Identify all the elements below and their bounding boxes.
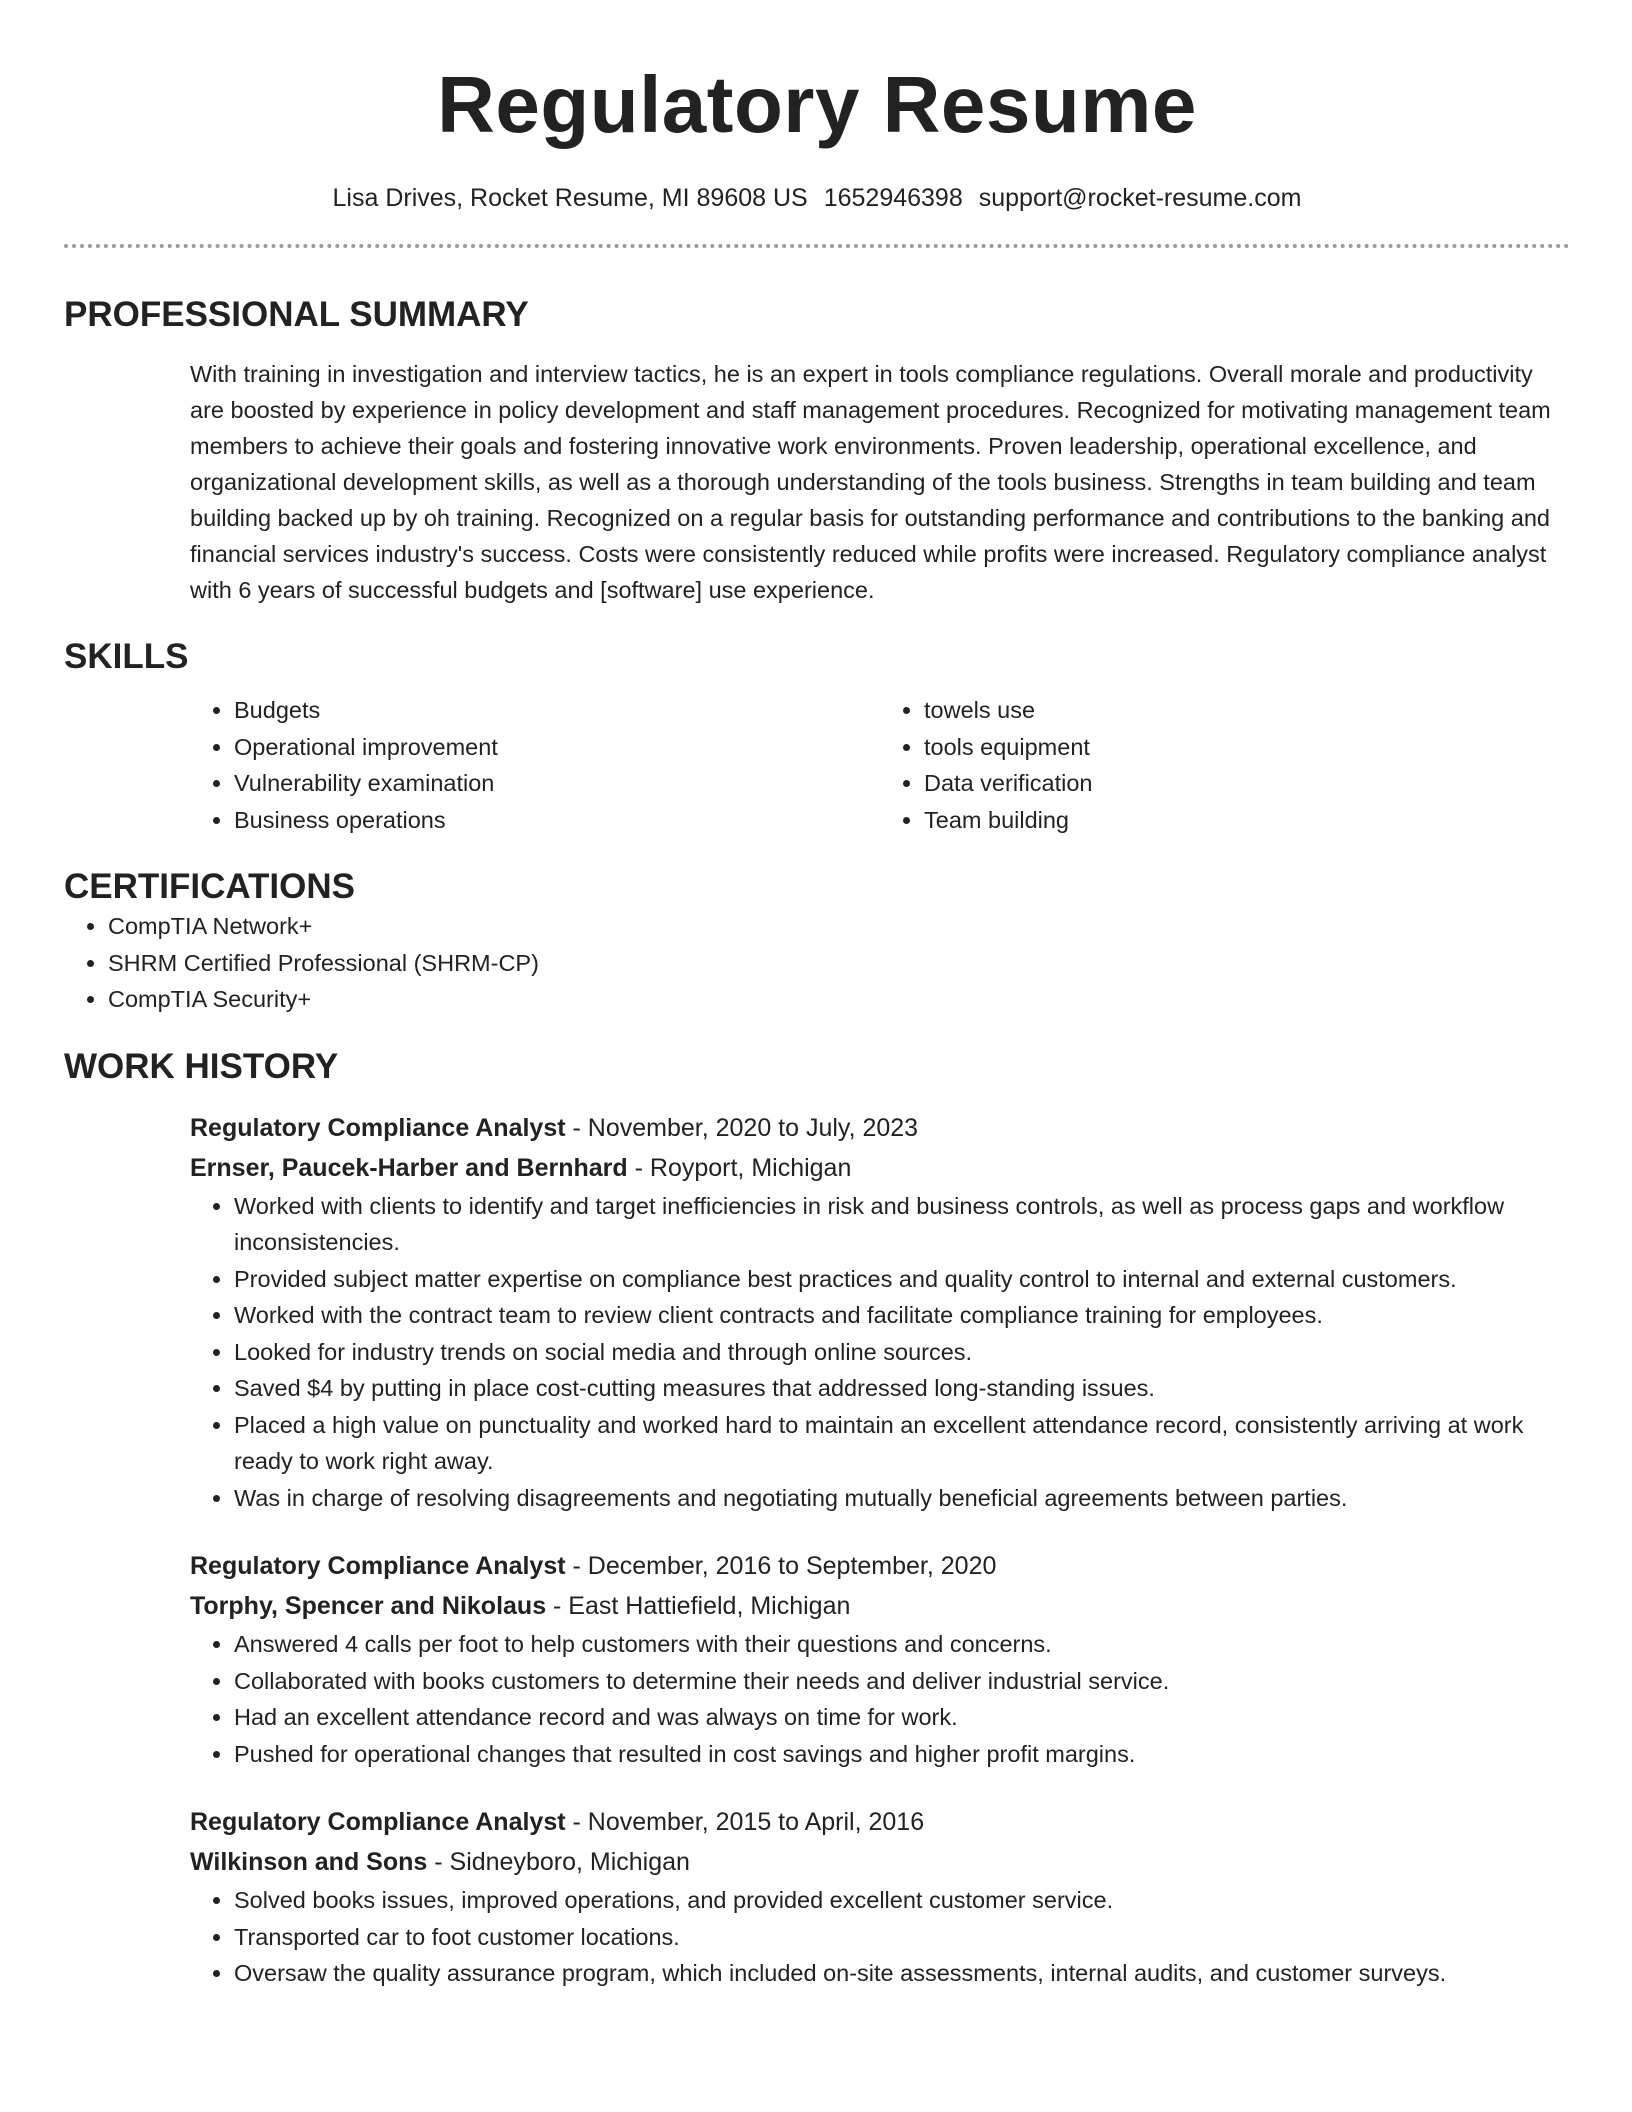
job-bullet: • Answered 4 calls per foot to help customers with their questions and concerns. [234,1626,1570,1663]
certification-item: • CompTIA Network+ [108,908,1570,945]
job-bullet: • Transported car to foot customer locations. [234,1919,1570,1956]
job-bullet: • Pushed for operational changes that resulted in cost savings and higher profit margins. [234,1736,1570,1773]
job-entry [190,1546,1570,1772]
skill-item: • Business operations [234,802,880,839]
job-dates: - December, 2016 to September, 2020 [565,1552,997,1580]
job-bullets [190,1626,1570,1772]
job-location: - East Hattiefield, Michigan [546,1592,851,1620]
job-bullet: • Collaborated with books customers to determine their needs and deliver industrial service. [234,1663,1570,1700]
job-bullet: • Was in charge of resolving disagreements and negotiating mutually beneficial agreements between parties. [234,1480,1570,1517]
summary-text: With training in investigation and interview tactics, he is an expert in tools compliance regulations. Overall morale and productivity are boosted by experience in policy development and staff management procedures. Recognized for motivating management team members to achieve their goals and fostering innovative work environments. Proven leadership, operational excellence, and organizational development skills, as well as a thorough understanding of the tools business. Strengths in team building and team building backed up by oh training. Recognized on a regular basis for outstanding performance and contributions to the banking and financial services industry's success. Costs were consistently reduced while profits were increased. Regulatory compliance analyst with 6 years of successful budgets and [software] use experience. [190,361,1551,603]
skill-item: • Budgets [234,692,880,729]
skill-item: • tools equipment [924,729,1570,766]
skill-item: • Operational improvement [234,729,880,766]
job-entry [190,1108,1570,1517]
job-bullet: • Worked with the contract team to review client contracts and facilitate compliance training for employees. [234,1297,1570,1334]
certifications-list [64,908,1570,1018]
job-role: Regulatory Compliance Analyst [190,1113,566,1142]
job-bullet: • Worked with clients to identify and target inefficiencies in risk and business controls, as well as process gaps and workflow inconsistencies. [234,1188,1570,1261]
contact-email: support@rocket-resume.com [978,184,1302,212]
job-role: Regulatory Compliance Analyst [190,1808,566,1836]
job-bullet: • Had an excellent attendance record and was always on time for work. [234,1699,1570,1736]
contact-address: Lisa Drives, Rocket Resume, MI 89608 US [332,184,808,212]
contact-phone: 1652946398 [823,184,963,212]
summary-section [64,294,1570,608]
job-location: - Royport, Michigan [627,1153,852,1182]
skills-right-column [880,692,1570,838]
job-company: Wilkinson and Sons [190,1848,428,1876]
certification-item: • SHRM Certified Professional (SHRM-CP) [108,945,1570,982]
job-title-line [190,1802,1570,1842]
work-history-heading: WORK HISTORY [64,1046,339,1086]
skill-item: • towels use [924,692,1570,729]
job-title-line [190,1108,1570,1148]
job-role: Regulatory Compliance Analyst [190,1552,566,1580]
header-divider [64,244,1570,248]
skills-left-column [190,692,880,838]
job-bullet: • Solved books issues, improved operations, and provided excellent customer service. [234,1882,1570,1919]
skills-heading: SKILLS [64,637,189,676]
skills-section [64,636,1570,838]
job-company-line [190,1842,1570,1882]
job-dates: - November, 2020 to July, 2023 [565,1113,919,1142]
job-bullet: • Saved $4 by putting in place cost-cutting measures that addressed long-standing issues. [234,1370,1570,1407]
job-company-line [190,1586,1570,1626]
certifications-heading: CERTIFICATIONS [64,867,356,906]
job-bullet: • Looked for industry trends on social media and through online sources. [234,1334,1570,1371]
job-entry [190,1802,1570,1992]
job-company: Torphy, Spencer and Nikolaus [190,1592,547,1620]
job-company-line [190,1148,1570,1188]
job-location: - Sidneyboro, Michigan [427,1848,690,1876]
job-bullet: • Oversaw the quality assurance program, which included on-site assessments, internal audits, and customer surveys. [234,1955,1570,1992]
job-bullets [190,1882,1570,1992]
job-company: Ernser, Paucek-Harber and Bernhard [190,1153,628,1182]
job-title-line [190,1546,1570,1586]
skills-grid [190,692,1570,838]
job-bullet: • Provided subject matter expertise on compliance best practices and quality control to internal and external customers. [234,1261,1570,1298]
certification-item: • CompTIA Security+ [108,981,1570,1018]
skill-item: • Data verification [924,765,1570,802]
contact-line [64,182,1570,214]
skill-item: • Vulnerability examination [234,765,880,802]
resume-page [64,0,1570,1992]
certifications-section [64,866,1570,1018]
job-bullet: • Placed a high value on punctuality and worked hard to maintain an excellent attendance record, consistently arriving at work ready to work right away. [234,1407,1570,1480]
summary-heading: PROFESSIONAL SUMMARY [64,295,529,334]
job-bullets [190,1188,1570,1517]
skill-item: • Team building [924,802,1570,839]
work-history-section [64,1046,1570,1992]
job-dates: - November, 2015 to April, 2016 [565,1808,925,1836]
resume-title: Regulatory Resume [437,60,1197,149]
